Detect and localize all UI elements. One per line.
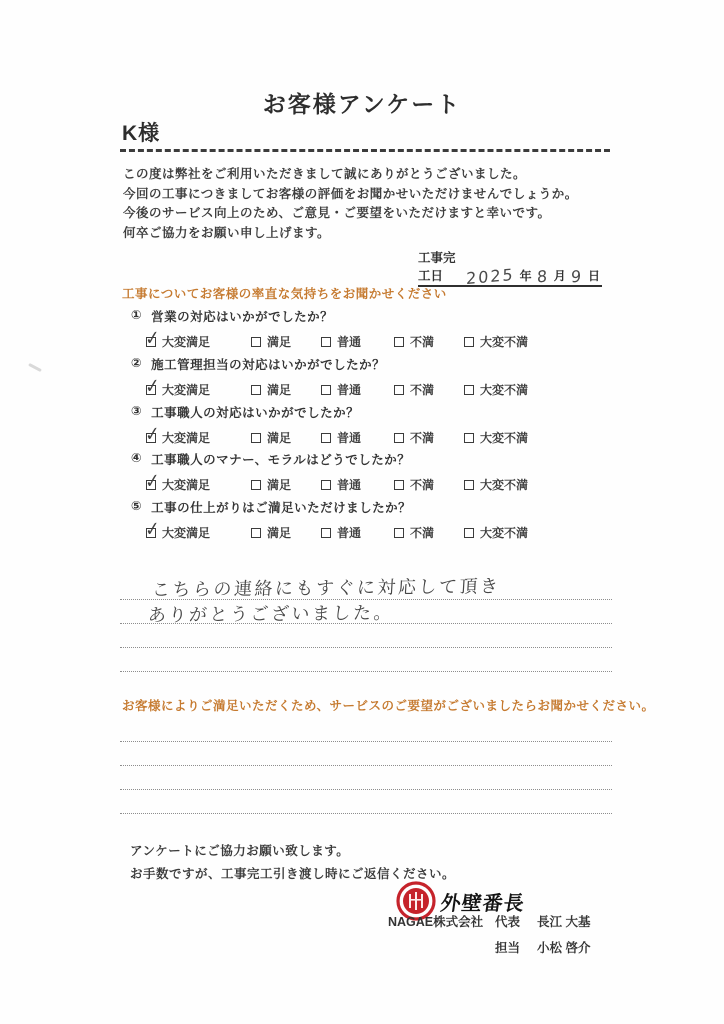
checkbox-very-dissatisfied[interactable] (464, 528, 474, 538)
checkbox-satisfied[interactable] (251, 433, 261, 443)
completion-date-year-value: 2025 (465, 264, 515, 289)
option-satisfied: 満足 (251, 429, 321, 446)
company-name: NAGAE株式会社 (388, 915, 484, 929)
brand-name: 外壁番長 (439, 892, 527, 915)
footer-note-1: アンケートにご協力お願い致します。 (130, 844, 350, 858)
footer-note-2: お手数ですが、工事完工引き渡し時にご返信ください。 (130, 867, 456, 881)
question-1 (131, 307, 611, 350)
question-3 (131, 403, 611, 446)
checkbox-very-dissatisfied[interactable] (464, 480, 474, 490)
checkbox-neutral[interactable] (321, 433, 331, 443)
day-unit: 日 (587, 269, 600, 283)
option-neutral: 普通 (321, 381, 394, 398)
checkbox-satisfied[interactable] (251, 528, 261, 538)
question-number: ① (131, 308, 143, 322)
option-very-satisfied: ✓ 大変満足 (146, 524, 251, 541)
option-very-dissatisfied: 大変不満 (464, 333, 528, 350)
question-number: ③ (131, 404, 143, 418)
intro-line: 今後のサービス向上のため、ご意見・ご要望をいただけますと幸いです。 (123, 206, 551, 220)
option-satisfied: 満足 (251, 524, 321, 541)
question-number: ⑤ (131, 499, 143, 513)
checkbox-satisfied[interactable] (251, 385, 261, 395)
comment-rule-line (120, 647, 612, 648)
question-text: 工事の仕上がりはご満足いただけましたか？ (151, 501, 412, 515)
request-rule-line (120, 789, 612, 790)
option-very-satisfied: ✓ 大変満足 (146, 429, 251, 446)
scan-artifact (28, 363, 42, 372)
checkbox-dissatisfied[interactable] (394, 480, 404, 490)
question-5 (131, 498, 611, 541)
checkbox-very-satisfied[interactable] (146, 528, 156, 538)
option-neutral: 普通 (321, 429, 394, 446)
survey-section-heading: 工事についてお客様の率直な気持ちをお聞かせください (122, 287, 447, 301)
option-very-dissatisfied: 大変不満 (464, 476, 528, 493)
completion-date-day-value: 9 (570, 266, 584, 287)
checkbox-neutral[interactable] (321, 528, 331, 538)
option-dissatisfied: 不満 (394, 524, 464, 541)
checkbox-satisfied[interactable] (251, 337, 261, 347)
company-info-row (388, 912, 590, 930)
completion-date (418, 248, 602, 287)
question-text: 営業の対応はいかがでしたか？ (151, 310, 334, 324)
option-neutral: 普通 (321, 333, 394, 350)
checkbox-very-satisfied[interactable] (146, 337, 156, 347)
request-section-heading: お客様によりご満足いただくため、サービスのご要望がございましたらお聞かせください。 (122, 699, 655, 713)
checkbox-very-satisfied[interactable] (146, 385, 156, 395)
question-2 (131, 355, 611, 398)
request-rule-line (120, 765, 612, 766)
option-dissatisfied: 不満 (394, 333, 464, 350)
staff-info-row (495, 938, 590, 956)
checkbox-neutral[interactable] (321, 337, 331, 347)
option-very-dissatisfied: 大変不満 (464, 524, 528, 541)
checkbox-neutral[interactable] (321, 385, 331, 395)
checkbox-satisfied[interactable] (251, 480, 261, 490)
option-very-dissatisfied: 大変不満 (464, 381, 528, 398)
question-text: 施工管理担当の対応はいかがでしたか？ (151, 358, 386, 372)
question-number: ④ (131, 451, 143, 465)
completion-date-label: 工事完工日 (418, 251, 456, 283)
intro-line: この度は弊社をご利用いただきまして誠にありがとうございました。 (123, 167, 527, 181)
handwritten-comment-line-2: ありがとうございました。 (147, 602, 395, 627)
checkbox-very-dissatisfied[interactable] (464, 385, 474, 395)
dashed-divider (120, 149, 610, 152)
intro-paragraph (123, 165, 578, 243)
option-dissatisfied: 不満 (394, 429, 464, 446)
representative-label: 代表 (495, 915, 521, 929)
checkbox-dissatisfied[interactable] (394, 385, 404, 395)
option-very-dissatisfied: 大変不満 (464, 429, 528, 446)
option-very-satisfied: ✓ 大変満足 (146, 333, 251, 350)
staff-name: 小松 啓介 (537, 941, 591, 955)
option-dissatisfied: 不満 (394, 381, 464, 398)
option-dissatisfied: 不満 (394, 476, 464, 493)
option-very-satisfied: ✓ 大変満足 (146, 381, 251, 398)
checkbox-very-satisfied[interactable] (146, 480, 156, 490)
option-very-satisfied: ✓ 大変満足 (146, 476, 251, 493)
checkbox-very-dissatisfied[interactable] (464, 433, 474, 443)
representative-name: 長江 大基 (537, 915, 591, 929)
intro-line: 今回の工事につきましてお客様の評価をお聞かせいただけませんでしょうか。 (123, 186, 578, 201)
customer-name: K様 (122, 122, 161, 145)
intro-line: 何卒ご協力をお願い申し上げます。 (123, 225, 331, 240)
request-rule-line (120, 741, 612, 742)
checkbox-neutral[interactable] (321, 480, 331, 490)
question-4 (131, 450, 611, 493)
request-rule-line (120, 813, 612, 814)
option-neutral: 普通 (321, 524, 394, 541)
comment-rule-line (120, 671, 612, 672)
checkbox-dissatisfied[interactable] (394, 337, 404, 347)
option-satisfied: 満足 (251, 476, 321, 493)
handwritten-comment-line-1: こちらの連絡にもすぐに対応して頂き (151, 576, 502, 601)
question-number: ② (131, 356, 143, 370)
staff-label: 担当 (495, 941, 521, 955)
option-neutral: 普通 (321, 476, 394, 493)
option-satisfied: 満足 (251, 333, 321, 350)
checkbox-very-dissatisfied[interactable] (464, 337, 474, 347)
question-text: 工事職人の対応はいかがでしたか？ (151, 406, 360, 420)
month-unit: 月 (553, 269, 566, 283)
option-satisfied: 満足 (251, 381, 321, 398)
checkbox-dissatisfied[interactable] (394, 433, 404, 443)
question-text: 工事職人のマナー、モラルはどうでしたか？ (151, 453, 411, 467)
checkbox-very-satisfied[interactable] (146, 433, 156, 443)
year-unit: 年 (519, 269, 532, 283)
checkbox-dissatisfied[interactable] (394, 528, 404, 538)
page-title: お客様アンケート (262, 91, 462, 117)
completion-date-month-value: 8 (536, 266, 549, 287)
